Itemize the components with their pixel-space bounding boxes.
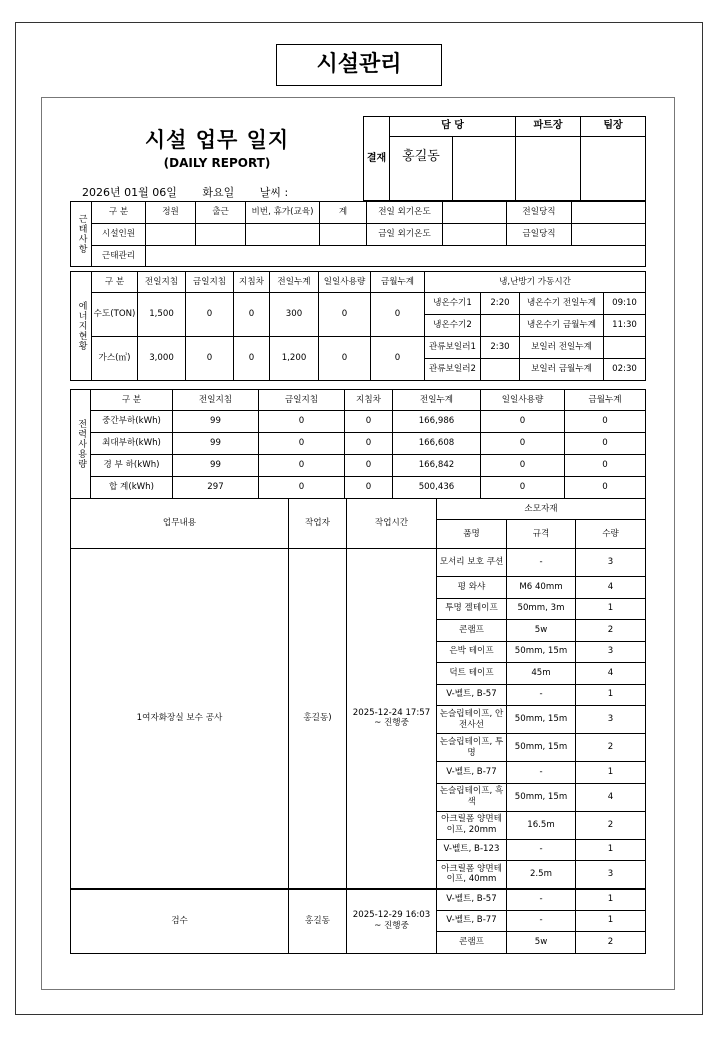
material-qty: 2	[576, 811, 646, 839]
power-row-label: 중간부하(kWh)	[91, 411, 173, 433]
power-cell: 500,436	[393, 477, 481, 499]
power-header: 전일지침	[173, 390, 259, 411]
energy-cell: 1,500	[138, 293, 186, 337]
report-date: 2026년 01월 06일	[82, 186, 177, 199]
material-name: 평 와샤	[437, 577, 507, 599]
material-spec: 5w	[507, 620, 576, 642]
approval-table	[363, 116, 646, 201]
material-spec: 2.5m	[507, 861, 576, 889]
attendance-row-label: 시설인원	[92, 224, 146, 246]
approval-sign-slot	[453, 137, 516, 201]
material-spec: 16.5m	[507, 811, 576, 839]
attendance-row-label: 근태관리	[92, 246, 146, 267]
power-cell: 99	[173, 411, 259, 433]
attendance-table	[70, 201, 646, 267]
attendance-management-cell	[146, 246, 646, 267]
prev-outdoor-temp-value	[443, 202, 507, 224]
material-qty: 1	[576, 598, 646, 620]
energy-header: 지침차	[234, 272, 270, 293]
material-name: 논슬립테이프, 투명	[437, 734, 507, 762]
material-spec: -	[507, 762, 576, 784]
energy-header: 금일지침	[186, 272, 234, 293]
power-cell: 0	[481, 477, 565, 499]
power-cell: 0	[259, 455, 345, 477]
material-name: 논슬립테이프, 안전사선	[437, 706, 507, 734]
energy-side-label: 에너지현황	[71, 272, 92, 381]
task-time: 2025-12-24 17:57 ~ 진행중	[347, 549, 437, 889]
power-row-label: 합 계(kWh)	[91, 477, 173, 499]
material-qty: 1	[576, 684, 646, 706]
material-name: 모서리 보호 쿠션	[437, 549, 507, 577]
hvac-value: 11:30	[604, 315, 646, 337]
attendance-header: 구 분	[92, 202, 146, 224]
power-header: 일일사용량	[481, 390, 565, 411]
power-header: 지침차	[345, 390, 393, 411]
material-spec: -	[507, 839, 576, 861]
energy-header: 일일사용량	[319, 272, 371, 293]
banner-title: 시설관리	[276, 44, 442, 86]
approval-header-part: 파트장	[516, 117, 581, 137]
material-name: V-벨트, B-57	[437, 684, 507, 706]
energy-row-label: 가스(㎥)	[92, 337, 138, 381]
task-content: 1여자화장실 보수 공사	[71, 549, 289, 889]
work-header-spec: 규격	[507, 520, 576, 549]
material-spec: -	[507, 549, 576, 577]
approval-label: 결재	[364, 117, 390, 201]
energy-cell: 1,200	[270, 337, 319, 381]
power-cell: 99	[173, 433, 259, 455]
power-cell: 0	[259, 433, 345, 455]
material-name: V-벨트, B-123	[437, 839, 507, 861]
attendance-cell	[196, 224, 246, 246]
power-cell: 0	[481, 411, 565, 433]
material-spec: 45m	[507, 663, 576, 685]
material-spec: M6 40mm	[507, 577, 576, 599]
task-time: 2025-12-29 16:03 ~ 진행중	[347, 889, 437, 954]
energy-header: 전일누계	[270, 272, 319, 293]
approval-header-staff: 담 당	[390, 117, 516, 137]
material-qty: 3	[576, 641, 646, 663]
material-name: 투명 겔테이프	[437, 598, 507, 620]
report-title: 시설 업무 일지	[144, 128, 290, 152]
energy-header: 구 분	[92, 272, 138, 293]
material-name: V-벨트, B-77	[437, 910, 507, 932]
power-cell: 0	[345, 455, 393, 477]
material-qty: 2	[576, 734, 646, 762]
work-table	[70, 498, 646, 954]
hvac-value	[604, 337, 646, 359]
work-header-qty: 수량	[576, 520, 646, 549]
material-spec: 50mm, 15m	[507, 783, 576, 811]
material-qty: 1	[576, 889, 646, 911]
hvac-label: 냉온수기2	[425, 315, 481, 337]
power-cell: 0	[481, 455, 565, 477]
hvac-title: 냉,난방기 가동시간	[425, 272, 646, 293]
hvac-label: 냉온수기 전일누계	[520, 293, 604, 315]
work-row	[71, 889, 646, 911]
attendance-header: 정원	[146, 202, 196, 224]
material-spec: 50mm, 15m	[507, 734, 576, 762]
power-cell: 0	[345, 477, 393, 499]
material-qty: 3	[576, 706, 646, 734]
energy-cell: 0	[319, 337, 371, 381]
material-qty: 1	[576, 839, 646, 861]
power-cell: 166,608	[393, 433, 481, 455]
power-cell: 0	[481, 433, 565, 455]
power-header: 금일지침	[259, 390, 345, 411]
task-worker: 홍길동)	[289, 549, 347, 889]
work-header-worker: 작업자	[289, 499, 347, 549]
power-row-label: 최대부하(kWh)	[91, 433, 173, 455]
work-row	[71, 549, 646, 577]
power-table	[70, 389, 646, 499]
hvac-value	[481, 315, 520, 337]
report-subtitle: (DAILY REPORT)	[163, 156, 271, 170]
material-spec: 50mm, 3m	[507, 598, 576, 620]
material-name: 콘램프	[437, 932, 507, 954]
energy-header: 금월누계	[371, 272, 425, 293]
material-name: 아크릴폼 양면테이프, 20mm	[437, 811, 507, 839]
prev-duty-value	[572, 202, 646, 224]
report-weather: 날씨 :	[259, 186, 289, 199]
hvac-value: 2:20	[481, 293, 520, 315]
material-qty: 3	[576, 549, 646, 577]
today-outdoor-temp-label: 금일 외기온도	[367, 224, 443, 246]
material-name: 콘램프	[437, 620, 507, 642]
hvac-value: 2:30	[481, 337, 520, 359]
material-spec: 50mm, 15m	[507, 706, 576, 734]
work-header-time: 작업시간	[347, 499, 437, 549]
attendance-header: 출근	[196, 202, 246, 224]
approval-sign-slot	[581, 137, 646, 201]
material-spec: 50mm, 15m	[507, 641, 576, 663]
energy-cell: 0	[186, 293, 234, 337]
power-cell: 0	[565, 477, 646, 499]
hvac-label: 보일러 전일누계	[520, 337, 604, 359]
approval-signer: 홍길동	[390, 137, 453, 201]
energy-row-label: 수도(TON)	[92, 293, 138, 337]
hvac-value: 09:10	[604, 293, 646, 315]
power-header: 구 분	[91, 390, 173, 411]
material-name: V-벨트, B-77	[437, 762, 507, 784]
material-qty: 1	[576, 762, 646, 784]
prev-outdoor-temp-label: 전일 외기온도	[367, 202, 443, 224]
material-name: 덕트 테이프	[437, 663, 507, 685]
material-qty: 2	[576, 620, 646, 642]
material-qty: 4	[576, 663, 646, 685]
energy-header: 전일지침	[138, 272, 186, 293]
material-name: V-벨트, B-57	[437, 889, 507, 911]
approval-sign-slot	[516, 137, 581, 201]
material-spec: 5w	[507, 932, 576, 954]
material-qty: 1	[576, 910, 646, 932]
energy-cell: 0	[371, 293, 425, 337]
hvac-value: 02:30	[604, 359, 646, 381]
energy-cell: 0	[186, 337, 234, 381]
material-spec: -	[507, 910, 576, 932]
work-header-content: 업무내용	[71, 499, 289, 549]
today-outdoor-temp-value	[443, 224, 507, 246]
power-cell: 0	[565, 411, 646, 433]
material-qty: 2	[576, 932, 646, 954]
material-spec: -	[507, 684, 576, 706]
energy-cell: 0	[234, 293, 270, 337]
power-cell: 99	[173, 455, 259, 477]
hvac-label: 관류보일러1	[425, 337, 481, 359]
work-header-item: 품명	[437, 520, 507, 549]
power-cell: 0	[259, 477, 345, 499]
material-qty: 4	[576, 577, 646, 599]
material-name: 논슬립테이프, 흑색	[437, 783, 507, 811]
attendance-header: 비번, 휴가(교육)	[246, 202, 320, 224]
report-weekday: 화요일	[202, 186, 235, 199]
prev-duty-label: 전일당직	[507, 202, 572, 224]
hvac-value	[481, 359, 520, 381]
power-header: 금월누계	[565, 390, 646, 411]
today-duty-value	[572, 224, 646, 246]
attendance-cell	[146, 224, 196, 246]
power-row-label: 경 부 하(kWh)	[91, 455, 173, 477]
power-cell: 297	[173, 477, 259, 499]
attendance-cell	[320, 224, 367, 246]
hvac-label: 관류보일러2	[425, 359, 481, 381]
work-header-supplies: 소모자재	[437, 499, 646, 520]
energy-cell: 0	[319, 293, 371, 337]
attendance-header: 계	[320, 202, 367, 224]
hvac-label: 보일러 금월누계	[520, 359, 604, 381]
power-cell: 0	[345, 411, 393, 433]
task-worker: 홍길동	[289, 889, 347, 954]
material-qty: 3	[576, 861, 646, 889]
material-qty: 4	[576, 783, 646, 811]
power-header: 전일누계	[393, 390, 481, 411]
material-name: 은박 테이프	[437, 641, 507, 663]
energy-cell: 3,000	[138, 337, 186, 381]
energy-cell: 0	[234, 337, 270, 381]
power-cell: 166,986	[393, 411, 481, 433]
date-line	[82, 184, 310, 200]
power-cell: 0	[565, 455, 646, 477]
power-cell: 0	[259, 411, 345, 433]
approval-header-team: 팀장	[581, 117, 646, 137]
power-cell: 0	[345, 433, 393, 455]
material-spec: -	[507, 889, 576, 911]
task-content: 검수	[71, 889, 289, 954]
today-duty-label: 금일당직	[507, 224, 572, 246]
attendance-side-label: 근태사항	[71, 202, 92, 267]
power-side-label: 전력사용량	[71, 390, 91, 499]
energy-cell: 0	[371, 337, 425, 381]
material-name: 아크릴폼 양면테이프, 40mm	[437, 861, 507, 889]
hvac-label: 냉온수기 금월누계	[520, 315, 604, 337]
energy-cell: 300	[270, 293, 319, 337]
power-cell: 166,842	[393, 455, 481, 477]
power-cell: 0	[565, 433, 646, 455]
hvac-label: 냉온수기1	[425, 293, 481, 315]
attendance-cell	[246, 224, 320, 246]
energy-table	[70, 271, 646, 381]
